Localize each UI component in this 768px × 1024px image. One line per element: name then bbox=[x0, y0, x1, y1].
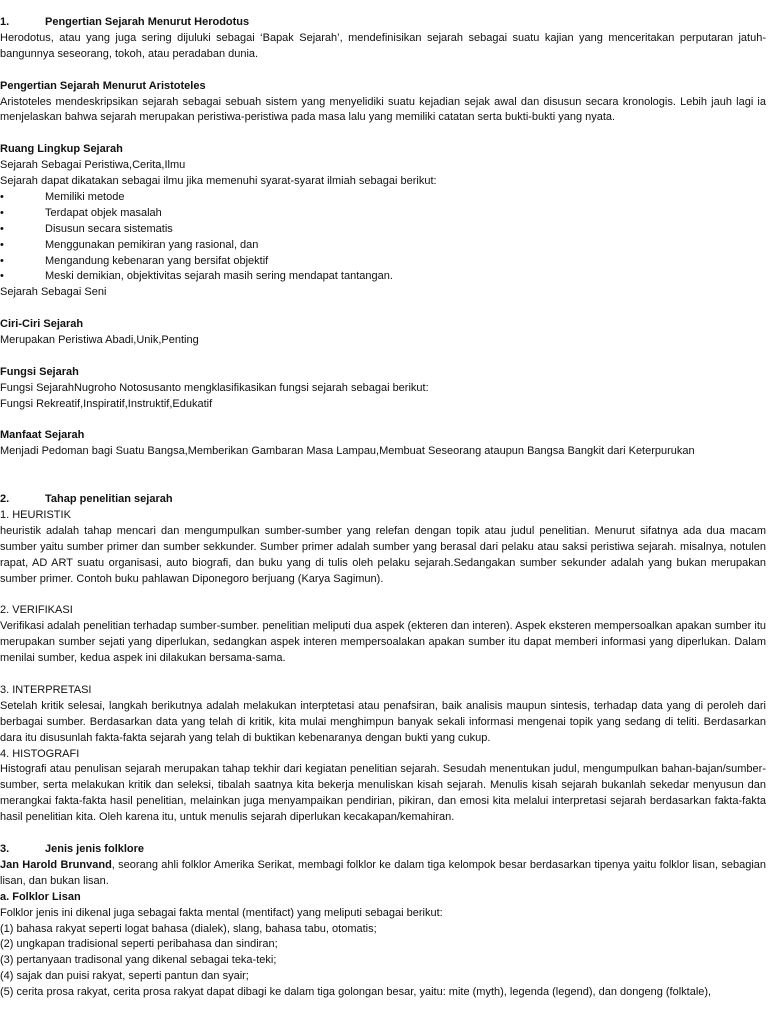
paragraph: Verifikasi adalah penelitian terhadap sumber-sumber. penelitian meliputi dua aspek (ekteren dan interen). Aspek eksteren mempersoalkan apakan sumber itu merupakan sumber sejati yang diperlukan, sedangkan aspek interen mempersoalakan apakan sumber itu dapat memberi informasi yang diperlukan. Dalam menilai sumber, kedua aspek ini dilakukan bersama-sama. bbox=[0, 620, 766, 665]
subheading: a. Folklor Lisan bbox=[0, 890, 81, 903]
list-item: (2) ungkapan tradisional seperti peribahasa dan sindiran; bbox=[0, 938, 278, 951]
section-title: Pengertian Sejarah Menurut Herodotus bbox=[45, 16, 250, 28]
section-1-heading bbox=[0, 15, 766, 31]
list-item bbox=[0, 206, 766, 222]
paragraph: Histografi atau penulisan sejarah merupakan tahap tekhir dari kegiatan penelitian sejarah. Sesudah menentukan judul, mengumpulkan bahan-bajan/sumber-sumber, serta melakukan kritik dan seleksi, tibalah saatnya kita bekerja menuliskan kisah sejarah. Menulis kisah sejarah bukanlah sekedar menyusun dan merangkai fakta-fakta hasil penelitian, melainkan juga menyampaikan pendirian, pikiran, dan emosi kita melalui interpretasi sejarah berdasarkan fakta-fakta hasil penelitian kita. Oleh karena itu, untuk menulis sejarah diperlukan kecakapan/kemahiran. bbox=[0, 763, 766, 824]
list-item bbox=[0, 254, 766, 270]
section-3-heading bbox=[0, 842, 766, 858]
bullet-icon: • bbox=[0, 238, 4, 251]
bullet-icon: • bbox=[0, 222, 4, 235]
author-name: Jan Harold Brunvand bbox=[0, 858, 112, 871]
step-heading: 3. INTERPRETASI bbox=[0, 683, 92, 696]
paragraph: Herodotus, atau yang juga sering dijuluki sebagai ‘Bapak Sejarah’, mendefinisikan sejarah sebagai suatu kajian yang menceritakan perputaran jatuh-bangunnya seseorang, tokoh, atau peradaban dunia. bbox=[0, 31, 766, 60]
list-item-text: Meski demikian, objektivitas sejarah masih sering mendapat tantangan. bbox=[45, 270, 393, 283]
text-line: Folklor jenis ini dikenal juga sebagai fakta mental (mentifact) yang meliputi sebagai berikut: bbox=[0, 906, 443, 919]
text-line: Menjadi Pedoman bagi Suatu Bangsa,Memberikan Gambaran Masa Lampau,Membuat Seseorang ataupun Bangsa Bangkit dari Keterpurukan bbox=[0, 445, 695, 458]
list-item bbox=[0, 238, 766, 254]
step-heading: 4. HISTOGRAFI bbox=[0, 747, 80, 760]
bullet-icon: • bbox=[0, 206, 4, 219]
paragraph bbox=[0, 858, 766, 890]
subheading: Ciri-Ciri Sejarah bbox=[0, 318, 84, 331]
subheading: Pengertian Sejarah Menurut Aristoteles bbox=[0, 79, 206, 92]
list-item-text: Disusun secara sistematis bbox=[45, 222, 173, 235]
list-item-text: Memiliki metode bbox=[45, 190, 125, 203]
text-line: Fungsi Rekreatif,Inspiratif,Instruktif,Edukatif bbox=[0, 397, 213, 410]
list-item-text: Terdapat objek masalah bbox=[45, 206, 162, 219]
subheading: Fungsi Sejarah bbox=[0, 365, 79, 378]
bullet-list bbox=[0, 190, 766, 285]
section-number: 2. bbox=[0, 493, 10, 506]
bullet-icon: • bbox=[0, 270, 4, 283]
list-item: (4) sajak dan puisi rakyat, seperti pantun dan syair; bbox=[0, 970, 249, 983]
text-line: Sejarah dapat dikatakan sebagai ilmu jika memenuhi syarat-syarat ilmiah sebagai berikut: bbox=[0, 175, 437, 188]
section-number: 1. bbox=[0, 16, 10, 28]
list-item bbox=[0, 222, 766, 238]
subheading: Manfaat Sejarah bbox=[0, 429, 85, 442]
text-line: Sejarah Sebagai Seni bbox=[0, 286, 107, 299]
paragraph: Setelah kritik selesai, langkah berikutnya adalah melakukan interptetasi atau penafsiran, baik analisis maupun sintesis, terhadap data yang di peroleh dari berbagai sumber. Berdasarkan data yang telah di kritik, kita mulai menghimpun banyak sekali informasi mengenai topik yang sedang di teliti. Berdasarkan dara itu disusunlah fakta-fakta sejarah yang telah di buktikan kebenaranya dengan bukti yang cukup. bbox=[0, 699, 766, 744]
text-line: Fungsi SejarahNugroho Notosusanto mengklasifikasikan fungsi sejarah sebagai berikut: bbox=[0, 381, 429, 394]
paragraph: heuristik adalah tahap mencari dan mengumpulkan sumber-sumber yang relefan dengan topik atau judul penelitian. Menurut sifatnya ada dua macam sumber yaitu sumber primer dan sumber sekkunder. Sumber primer adalah sumber yang berasal dari pelaku atau saksi peristiwa sejarah. misalnya, notulen rapat, AD ART suatu organisasi, auto biografi, dan buku yang di tulis oleh pelaku sejarah.Sedangakan sumber sekunder adalah yang bukan merupakan sumber primer. Contoh buku pahlawan Diponegoro berjuang (Karya Sagimun). bbox=[0, 524, 766, 585]
list-item: (1) bahasa rakyat seperti logat bahasa (dialek), slang, bahasa tabu, otomatis; bbox=[0, 922, 377, 935]
section-number: 3. bbox=[0, 842, 10, 855]
list-item: (3) pertanyaan tradisonal yang dikenal sebagai teka-teki; bbox=[0, 954, 277, 967]
bullet-icon: • bbox=[0, 254, 4, 267]
paragraph: Aristoteles mendeskripsikan sejarah sebagai sebuah sistem yang menyelidiki suatu kejadian sejak awal dan disusun secara kronologis. Lebih jauh lagi ia menjelaskan bahwa sejarah merupakan peristiwa-peristiwa pada masa lalu yang memiliki catatan serta bukti-bukti yang nyata. bbox=[0, 95, 766, 124]
step-heading: 2. VERIFIKASI bbox=[0, 604, 73, 617]
subheading: Ruang Lingkup Sejarah bbox=[0, 143, 123, 156]
list-item bbox=[0, 190, 766, 206]
bullet-icon: • bbox=[0, 190, 4, 203]
document-page bbox=[0, 15, 766, 1001]
list-item-text: Menggunakan pemikiran yang rasional, dan bbox=[45, 238, 259, 251]
list-item-text: Mengandung kebenaran yang bersifat objektif bbox=[45, 254, 269, 267]
section-title: Tahap penelitian sejarah bbox=[45, 493, 173, 506]
list-item: (5) cerita prosa rakyat, cerita prosa rakyat dapat dibagi ke dalam tiga golongan besar, yaitu: mite (myth), legenda (legend), dan dongeng (folktale), bbox=[0, 986, 712, 999]
text-line: Sejarah Sebagai Peristiwa,Cerita,Ilmu bbox=[0, 159, 186, 172]
text-line: Merupakan Peristiwa Abadi,Unik,Penting bbox=[0, 334, 199, 347]
paragraph-text: , seorang ahli folklor Amerika Serikat, membagi folklor ke dalam tiga kelompok besar berdasarkan tipenya yaitu folklor lisan, sebagian lisan, dan bukan lisan. bbox=[0, 858, 767, 887]
step-heading: 1. HEURISTIK bbox=[0, 509, 71, 521]
section-title: Jenis jenis folklore bbox=[45, 842, 145, 855]
list-item bbox=[0, 269, 766, 285]
section-2-heading bbox=[0, 492, 766, 508]
